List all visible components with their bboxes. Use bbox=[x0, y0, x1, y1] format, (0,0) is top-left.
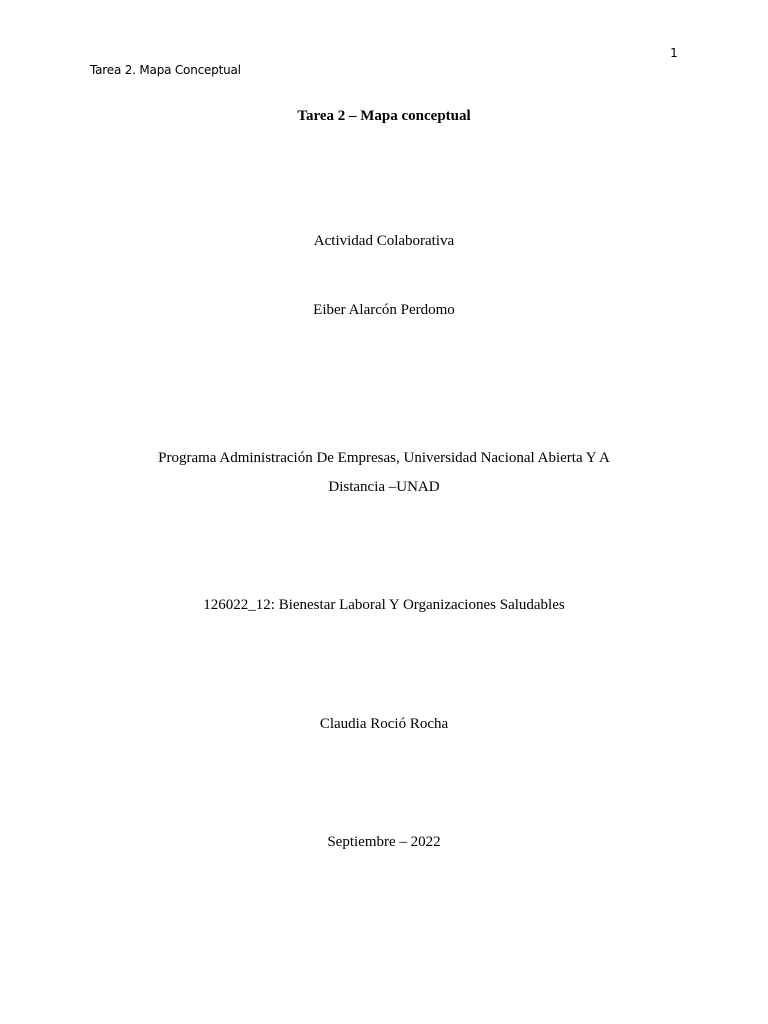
document-date: Septiembre – 2022 bbox=[327, 834, 441, 850]
activity-type: Actividad Colaborativa bbox=[313, 233, 455, 249]
running-header: Tarea 2. Mapa Conceptual bbox=[90, 63, 241, 77]
course-name: 126022_12: Bienestar Laboral Y Organizaciones Saludables bbox=[203, 597, 565, 613]
author-name: Eiber Alarcón Perdomo bbox=[313, 302, 455, 318]
document-title: Tarea 2 – Mapa conceptual bbox=[297, 108, 471, 124]
program-line-2: Distancia –UNAD bbox=[328, 479, 440, 495]
page-number: 1 bbox=[670, 46, 678, 60]
program-line-1: Programa Administración De Empresas, Universidad Nacional Abierta Y A bbox=[158, 450, 610, 466]
instructor-name: Claudia Roció Rocha bbox=[319, 716, 449, 732]
